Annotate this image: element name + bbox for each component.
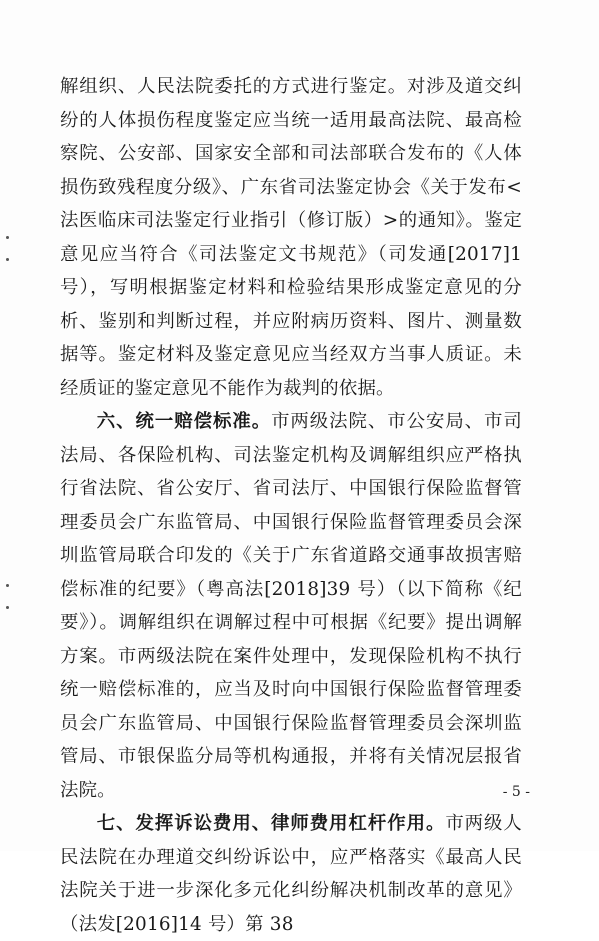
- margin-mark: [6, 258, 9, 261]
- paragraph-continuation: [60, 70, 522, 405]
- section-heading: 七、发挥诉讼费用、律师费用杠杆作用。: [96, 813, 446, 834]
- margin-mark: [6, 606, 9, 609]
- paragraph-text: 解组织、人民法院委托的方式进行鉴定。对涉及道交纠纷的人体损伤程度鉴定应当统一适用最高法院、最高检察院、公安部、国家安全部和司法部联合发布的《人体损伤致残程度分级》、广东省司法鉴定协会《关于发布<法医临床司法鉴定行业指引（修订版）>的通知》。鉴定意见应当符合《司法鉴定文书规范》（司发通[2017]1 号），写明根据鉴定材料和检验结果形成鉴定意见的分析、鉴别和判断过程，并应附病历资料、图片、测量数据等。鉴定材料及鉴定意见应当经双方当事人质证。未经质证的鉴定意见不能作为裁判的依据。: [60, 76, 522, 399]
- section-seven-paragraph: [60, 807, 522, 941]
- paragraph-text: 市两级人民法院在办理道交纠纷诉讼中，应严格落实《最高人民法院关于进一步深化多元化纠纷解决机制改革的意见》（法发[2016]14 号）第 38: [60, 813, 522, 935]
- margin-mark: [6, 584, 9, 587]
- section-six-paragraph: [60, 405, 522, 807]
- margin-mark: [6, 236, 9, 239]
- paragraph-text: 市两级法院、市公安局、市司法局、各保险机构、司法鉴定机构及调解组织应严格执行省法院、省公安厅、省司法厅、中国银行保险监督管理委员会广东监管局、中国银行保险监督管理委员会深圳监管局联合印发的《关于广东省道路交通事故损害赔偿标准的纪要》（粤高法[2018]39 号）（以下简称《纪要》）。调解组织在调解过程中可根据《纪要》提出调解方案。市两级法院在案件处理中，发现保险机构不执行统一赔偿标准的，应当及时向中国银行保险监督管理委员会广东监管局、中国银行保险监督管理委员会深圳监管局、市银保监分局等机构通报，并将有关情况层报省法院。: [60, 411, 522, 801]
- document-body: [60, 70, 522, 941]
- section-heading: 六、统一赔偿标准。: [96, 411, 272, 432]
- page-number: - 5 -: [502, 784, 530, 800]
